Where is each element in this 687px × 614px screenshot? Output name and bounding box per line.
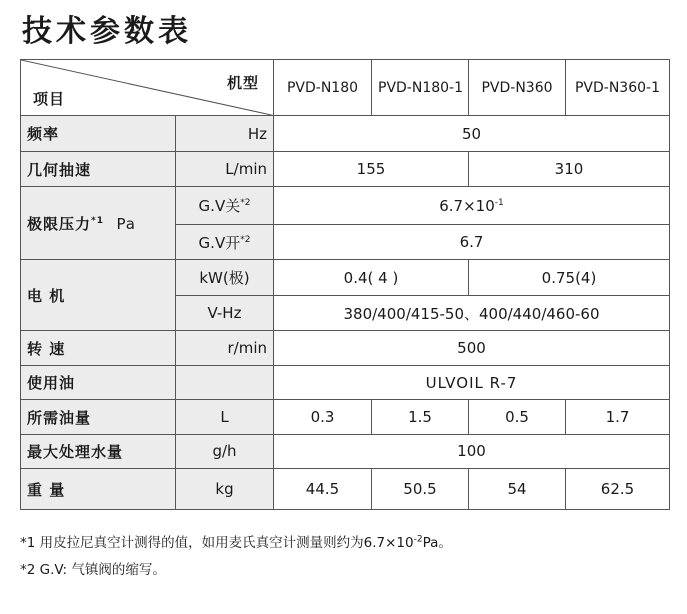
row-value: 62.5 [566,469,670,510]
row-value: 155 [274,151,469,186]
gv-closed-label: G.V关 [198,197,241,216]
rotation-row [21,331,670,365]
row-sublabel [176,224,274,259]
row-label: 最大处理水量 [21,434,176,468]
row-label: 重 量 [21,469,176,510]
row-label: 转 速 [21,331,176,365]
row-value: 50 [274,116,670,151]
item-label: 项目 [33,90,66,109]
pressure-value-base: 6.7×10 [439,196,495,215]
gv-footnote-mark: *2 [240,198,251,209]
row-label: 所需油量 [21,400,176,434]
row-sublabel [176,187,274,225]
row-unit: g/h [176,434,274,468]
motor-power-row [21,260,670,295]
gv-open-label: G.V开 [198,233,241,252]
row-value: 6.7 [274,224,670,259]
pressure-value-exponent: -1 [494,197,504,208]
row-value: 100 [274,434,670,468]
row-value: 1.7 [566,400,670,434]
model-label: 机型 [226,74,259,92]
header-corner-cell [21,60,274,116]
oil-row [21,365,670,399]
row-unit: L [176,400,274,434]
footnote-1 [20,531,452,551]
row-unit: kg [176,469,274,510]
row-label: 频率 [21,116,176,151]
row-label [21,187,176,260]
row-label: 几何抽速 [21,151,176,186]
row-value: 0.5 [469,400,566,434]
row-value: 0.3 [274,400,372,434]
row-value [274,187,670,225]
header-row [21,60,670,116]
footnote-1-exponent: -2 [413,534,423,545]
gv-footnote-mark: *2 [240,234,251,245]
pressure-footnote-mark: *1 [91,215,104,226]
model-header: PVD-N360-1 [566,60,670,116]
pressure-unit: Pa [116,214,137,233]
row-value: ULVOIL R-7 [274,365,670,399]
row-value: 310 [469,151,670,186]
model-header: PVD-N180 [274,60,372,116]
row-value: 1.5 [372,400,469,434]
model-header: PVD-N180-1 [372,60,469,116]
footnote-2: *2 G.V: 气镇阀的缩写。 [20,562,166,578]
pressure-gv-closed-row [21,187,670,225]
row-sublabel: kW(极) [176,260,274,295]
row-value: 44.5 [274,469,372,510]
pressure-label: 极限压力 [27,214,92,233]
spec-table [20,59,670,510]
footnote-1-suffix: Pa。 [422,535,452,551]
row-value: 500 [274,331,670,365]
model-header: PVD-N360 [469,60,566,116]
row-value: 0.75(4) [469,260,670,295]
page-title: 技术参数表 [22,14,192,49]
row-value: 380/400/415-50、400/440/460-60 [274,295,670,330]
row-unit: L/min [176,151,274,186]
row-unit [176,365,274,399]
water-capacity-row [21,434,670,468]
frequency-row [21,116,670,151]
weight-row [21,469,670,510]
row-value: 54 [469,469,566,510]
row-label: 电 机 [21,260,176,331]
row-value: 50.5 [372,469,469,510]
row-unit: Hz [176,116,274,151]
row-label: 使用油 [21,365,176,399]
row-unit: r/min [176,331,274,365]
row-value: 0.4( 4 ) [274,260,469,295]
oil-quantity-row [21,400,670,434]
pumping-speed-row [21,151,670,186]
row-sublabel: V-Hz [176,295,274,330]
footnote-1-text: *1 用皮拉尼真空计测得的值，如用麦氏真空计测量则约为6.7×10 [20,535,414,551]
